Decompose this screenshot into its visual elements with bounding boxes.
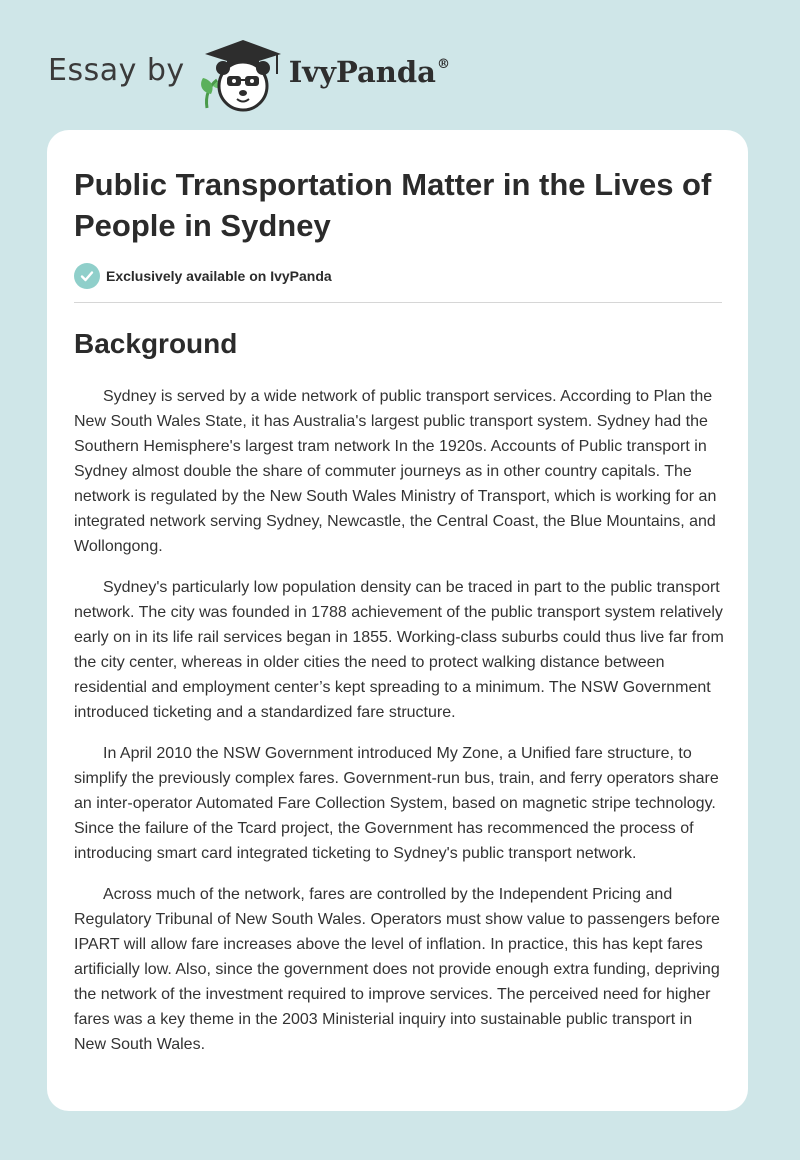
essay-by-label: Essay by xyxy=(48,52,185,88)
badge-text: Exclusively available on IvyPanda xyxy=(106,268,332,284)
article-card xyxy=(47,130,748,1111)
paragraph: In April 2010 the NSW Government introduced My Zone, a Unified fare structure, to simplify the previously complex fares. Government-run bus, train, and ferry operators share an inter-operator Automated Fare Collection System, based on magnetic stripe technology. Since the failure of the Tcard project, the Government has recommenced the process of introducing smart card integrated ticketing to Sydney's public transport network. xyxy=(74,745,719,862)
checkmark-icon xyxy=(74,263,100,289)
paragraph: Sydney's particularly low population density can be traced in part to the public transport network. The city was founded in 1788 achievement of the public transport system relatively early on in its life rail services began in 1855. Working-class suburbs could thus live far from the city center, whereas in older cities the need to protect walking distance between residential and employment center’s kept spreading to a minimum. The NSW Government introduced ticketing and a standardized fare structure. xyxy=(74,579,724,721)
panda-graduate-logo-icon xyxy=(197,34,289,114)
page-title: Public Transportation Matter in the Lives of People in Sydney xyxy=(74,167,712,243)
exclusive-badge xyxy=(74,263,332,289)
section-heading: Background xyxy=(74,328,238,359)
paragraph: Sydney is served by a wide network of public transport services. According to Plan the New South Wales State, it has Australia's largest public transport system. Sydney had the Southern Hemisphere's largest tram network In the 1920s. Accounts of Public transport in Sydney almost double the share of commuter journeys as in other country capitals. The network is regulated by the New South Wales Ministry of Transport, which is working for an integrated network serving Sydney, Newcastle, the Central Coast, the Blue Mountains, and Wollongong. xyxy=(74,388,717,555)
brand-header[interactable] xyxy=(48,34,450,114)
article-body xyxy=(74,384,724,1073)
registered-mark: ® xyxy=(436,57,450,72)
paragraph: Across much of the network, fares are controlled by the Independent Pricing and Regulatory Tribunal of New South Wales. Operators must show value to passengers before IPART will allow fare increases above the level of inflation. In practice, this has kept fares artificially low. Also, since the government does not provide enough extra funding, depriving the network of the investment required to improve services. The perceived need for higher fares was a key theme in the 2003 Ministerial inquiry into sustainable public transport in New South Wales. xyxy=(74,886,720,1053)
divider xyxy=(74,302,722,303)
brand-name: IvyPanda® xyxy=(288,55,450,89)
